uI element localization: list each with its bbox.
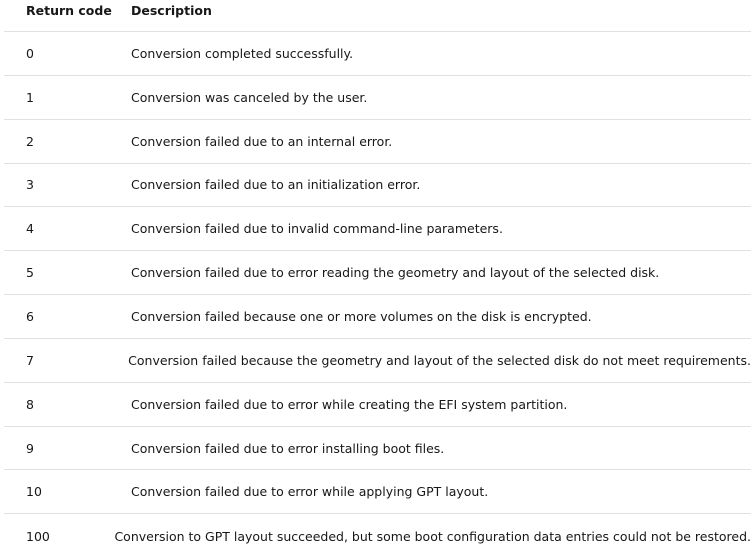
header-description: Description	[131, 3, 212, 18]
return-code-cell: 8	[26, 396, 34, 412]
return-code-cell: 9	[26, 440, 34, 456]
description-cell: Conversion failed due to an initialization error.	[131, 177, 421, 193]
description-cell: Conversion failed due to error reading the geometry and layout of the selected disk.	[131, 265, 660, 281]
table-row	[4, 32, 751, 76]
table-header-row	[4, 0, 751, 32]
return-code-cell: 10	[26, 484, 42, 500]
return-code-cell: 2	[26, 133, 34, 149]
description-cell: Conversion failed due to invalid command-line parameters.	[131, 221, 503, 237]
table-row	[4, 207, 751, 251]
table-row	[4, 120, 751, 164]
table-row	[4, 76, 751, 120]
table-row	[4, 164, 751, 208]
table-row	[4, 383, 751, 427]
table-row	[4, 339, 751, 383]
return-code-cell: 0	[26, 45, 34, 61]
table-row	[4, 470, 751, 514]
return-code-cell: 6	[26, 308, 34, 324]
return-code-cell: 3	[26, 177, 34, 193]
description-cell: Conversion failed due to an internal error.	[131, 133, 393, 149]
return-code-cell: 1	[26, 89, 34, 105]
description-cell: Conversion was canceled by the user.	[131, 89, 368, 105]
return-codes-table	[4, 0, 751, 558]
return-code-cell: 7	[26, 352, 34, 368]
table-row	[4, 295, 751, 339]
description-cell: Conversion failed because one or more volumes on the disk is encrypted.	[131, 308, 592, 324]
description-cell: Conversion failed due to error while applying GPT layout.	[131, 484, 489, 500]
return-code-cell: 4	[26, 221, 34, 237]
return-code-cell: 100	[26, 528, 50, 544]
header-return-code: Return code	[26, 3, 112, 18]
table-row	[4, 514, 751, 558]
table-row	[4, 427, 751, 471]
description-cell: Conversion failed due to error installing boot files.	[131, 440, 445, 456]
description-cell: Conversion failed because the geometry and layout of the selected disk do not meet requirements.	[128, 352, 751, 368]
description-cell: Conversion completed successfully.	[131, 45, 354, 61]
table-row	[4, 251, 751, 295]
description-cell: Conversion to GPT layout succeeded, but some boot configuration data entries could not be restored.	[114, 528, 751, 544]
description-cell: Conversion failed due to error while creating the EFI system partition.	[131, 396, 568, 412]
return-code-cell: 5	[26, 265, 34, 281]
